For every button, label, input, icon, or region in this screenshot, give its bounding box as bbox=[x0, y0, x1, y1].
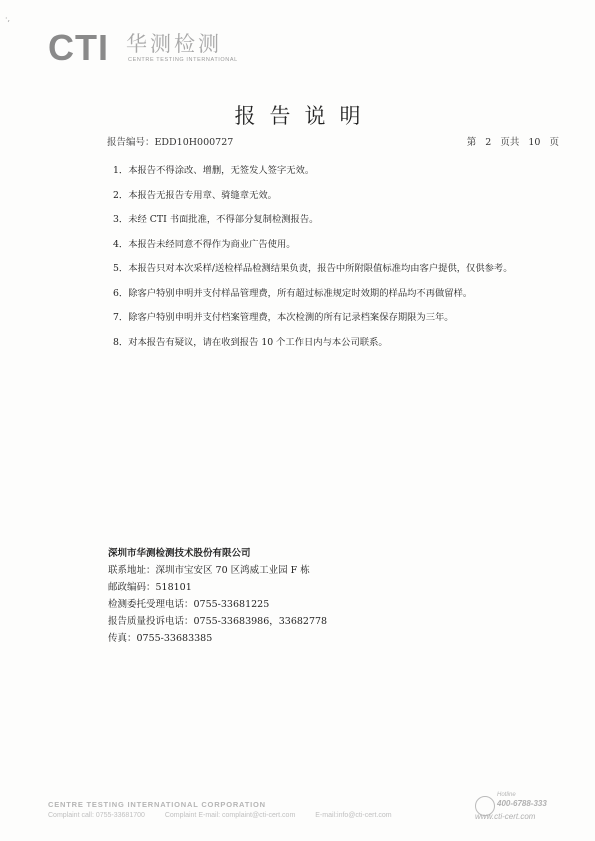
logo-english-name: CENTRE TESTING INTERNATIONAL bbox=[128, 57, 238, 63]
note-item: 2．本报告无报告专用章、骑缝章无效。 bbox=[113, 189, 277, 201]
footer-complaint-call: Complaint call: 0755-33681700 bbox=[48, 812, 145, 819]
logo-mark: CTI bbox=[48, 27, 109, 68]
footer-complaint-email: Complaint E-mail: complaint@cti-cert.com bbox=[164, 812, 296, 819]
note-item: 7．除客户特别申明并支付档案管理费，本次检测的所有记录档案保存期限为三年。 bbox=[113, 312, 454, 323]
report-notes-list bbox=[113, 165, 573, 361]
hotline-label: Hotline bbox=[497, 792, 516, 798]
hotline-number: 400-6788-333 bbox=[497, 799, 547, 808]
fax: 传真：0755-33683385 bbox=[108, 633, 213, 644]
note-item: 6．除客户特别申明并支付样品管理费，所有超过标准规定时效期的样品均不再做留样。 bbox=[113, 287, 473, 299]
company-address: 联系地址：深圳市宝安区 70 区鸿威工业园 F 栋 bbox=[108, 565, 310, 576]
entrust-phone: 检测委托受理电话：0755-33681225 bbox=[108, 599, 270, 610]
note-item: 3．未经 CTI 书面批准，不得部分复制检测报告。 bbox=[113, 214, 319, 225]
website-link: www.cti-cert.com bbox=[475, 812, 536, 821]
note-item: 4．本报告未经同意不得作为商业广告使用。 bbox=[113, 238, 296, 250]
note-item: 1．本报告不得涂改、增删，无签发人签字无效。 bbox=[113, 165, 315, 176]
company-postcode: 邮政编码：518101 bbox=[108, 582, 192, 593]
page-footer bbox=[48, 792, 575, 830]
note-item: 8．对本报告有疑议，请在收到报告 10 个工作日内与本公司联系。 bbox=[113, 336, 388, 348]
page-number: 第 2 页共 10 页 bbox=[466, 137, 559, 148]
page-title: 报告说明 bbox=[234, 104, 375, 128]
footer-email: E-mail:info@cti-cert.com bbox=[315, 812, 392, 819]
note-item: 5．本报告只对本次采样/送检样品检测结果负责，报告中所附限值标准均由客户提供，仅供参考。 bbox=[113, 263, 513, 274]
logo-chinese-name: 华测检测 bbox=[126, 32, 222, 56]
company-name: 深圳市华测检测技术股份有限公司 bbox=[108, 548, 251, 559]
footer-corporation: CENTRE TESTING INTERNATIONAL CORPORATION bbox=[48, 800, 266, 809]
company-contact-block bbox=[108, 545, 327, 647]
report-number: 报告编号：EDD10H000727 bbox=[107, 137, 234, 148]
footer-contacts bbox=[48, 812, 410, 819]
complaint-phone: 报告质量投诉电话：0755-33683986，33682778 bbox=[108, 616, 328, 627]
company-logo bbox=[48, 27, 248, 70]
corner-marks: ·, bbox=[5, 14, 11, 23]
hotline-block bbox=[475, 792, 575, 826]
